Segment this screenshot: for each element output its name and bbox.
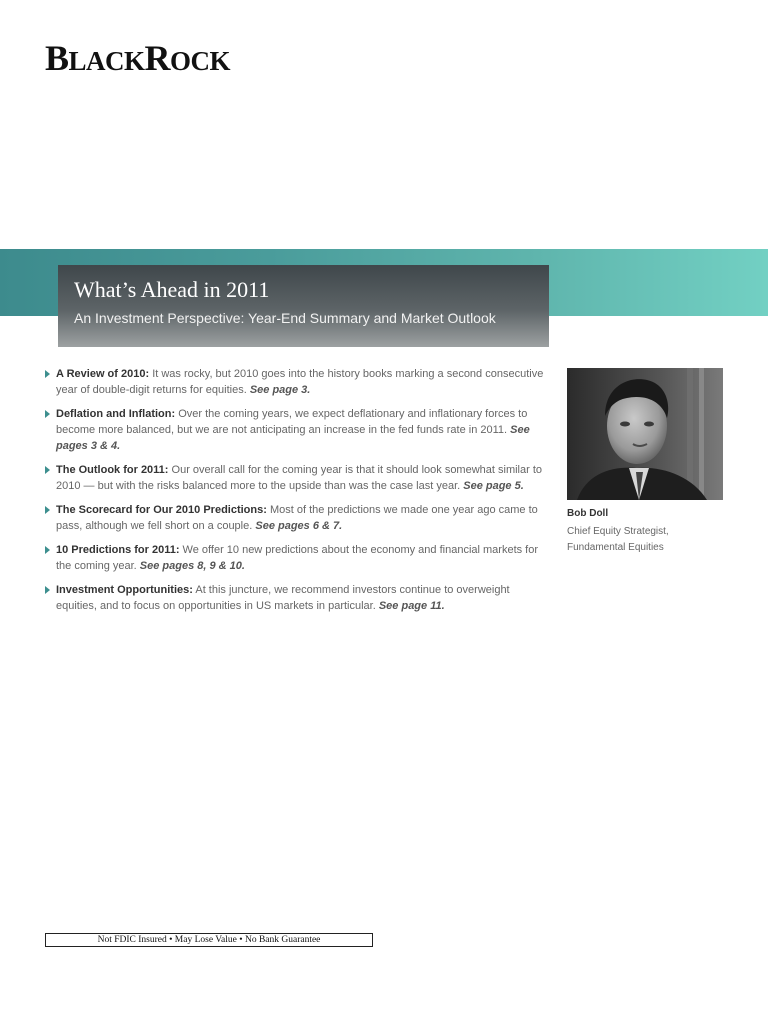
bullet-page-ref: See pages 8, 9 & 10. bbox=[139, 560, 245, 572]
bullet-page-ref: See page 3. bbox=[249, 384, 311, 396]
author-title-line: Chief Equity Strategist, bbox=[567, 526, 669, 537]
bullet-heading: A Review of 2010: bbox=[56, 368, 150, 380]
bullet-heading: The Outlook for 2011: bbox=[56, 464, 169, 476]
list-item bbox=[45, 542, 550, 574]
summary-bullet-list bbox=[45, 366, 550, 622]
triangle-right-icon bbox=[45, 546, 50, 554]
blackrock-logo bbox=[45, 40, 230, 76]
author-name: Bob Doll bbox=[567, 508, 609, 519]
author-photo bbox=[567, 368, 723, 500]
list-item bbox=[45, 366, 550, 398]
bullet-text: At this juncture, we recommend investors continue to overweight equities, and to focus on opportunities in US markets in particular. bbox=[56, 584, 510, 612]
triangle-right-icon bbox=[45, 586, 50, 594]
author-title bbox=[567, 524, 727, 556]
bullet-page-ref: See page 11. bbox=[378, 600, 445, 612]
page-subtitle: An Investment Perspective: Year-End Summary and Market Outlook bbox=[74, 310, 496, 326]
list-item bbox=[45, 582, 550, 614]
portrait-illustration bbox=[567, 368, 723, 500]
bullet-text: Most of the predictions we made one year ago came to pass, although we fell short on a couple. bbox=[56, 504, 538, 532]
bullet-heading: 10 Predictions for 2011: bbox=[56, 544, 180, 556]
logo-letter-r: R bbox=[144, 38, 171, 78]
fdic-disclaimer: Not FDIC Insured • May Lose Value • No Bank Guarantee bbox=[45, 933, 373, 947]
logo-letters-ock: OCK bbox=[170, 46, 231, 76]
list-item bbox=[45, 406, 550, 454]
triangle-right-icon bbox=[45, 410, 50, 418]
triangle-right-icon bbox=[45, 466, 50, 474]
bullet-page-ref: See page 5. bbox=[463, 480, 524, 492]
logo-letter-b: B bbox=[45, 38, 69, 78]
bullet-text: We offer 10 new predictions about the economy and financial markets for the coming year. bbox=[56, 544, 539, 572]
bullet-heading: The Scorecard for Our 2010 Predictions: bbox=[56, 504, 267, 516]
bullet-page-ref: See pages 6 & 7. bbox=[255, 520, 343, 532]
triangle-right-icon bbox=[45, 370, 50, 378]
bullet-text: Over the coming years, we expect deflationary and inflationary forces to become more balanced, but we are not anticipating an increase in the fed funds rate in 2011. bbox=[56, 408, 528, 436]
bullet-text: Our overall call for the coming year is that it should look somewhat similar to 2010 — but with the risks balanced more to the upside than was the case last year. bbox=[56, 464, 543, 492]
bullet-heading: Investment Opportunities: bbox=[56, 584, 193, 596]
list-item bbox=[45, 502, 550, 534]
list-item bbox=[45, 462, 550, 494]
author-title-line: Fundamental Equities bbox=[567, 542, 664, 553]
triangle-right-icon bbox=[45, 506, 50, 514]
bullet-text: It was rocky, but 2010 goes into the history books marking a second consecutive year of double-digit returns for equities. bbox=[56, 368, 544, 396]
logo-letters-lack: LACK bbox=[68, 46, 145, 76]
bullet-page-ref: See pages 3 & 4. bbox=[56, 424, 530, 452]
page-title: What’s Ahead in 2011 bbox=[74, 277, 270, 302]
bullet-heading: Deflation and Inflation: bbox=[56, 408, 176, 420]
title-box bbox=[58, 265, 549, 347]
